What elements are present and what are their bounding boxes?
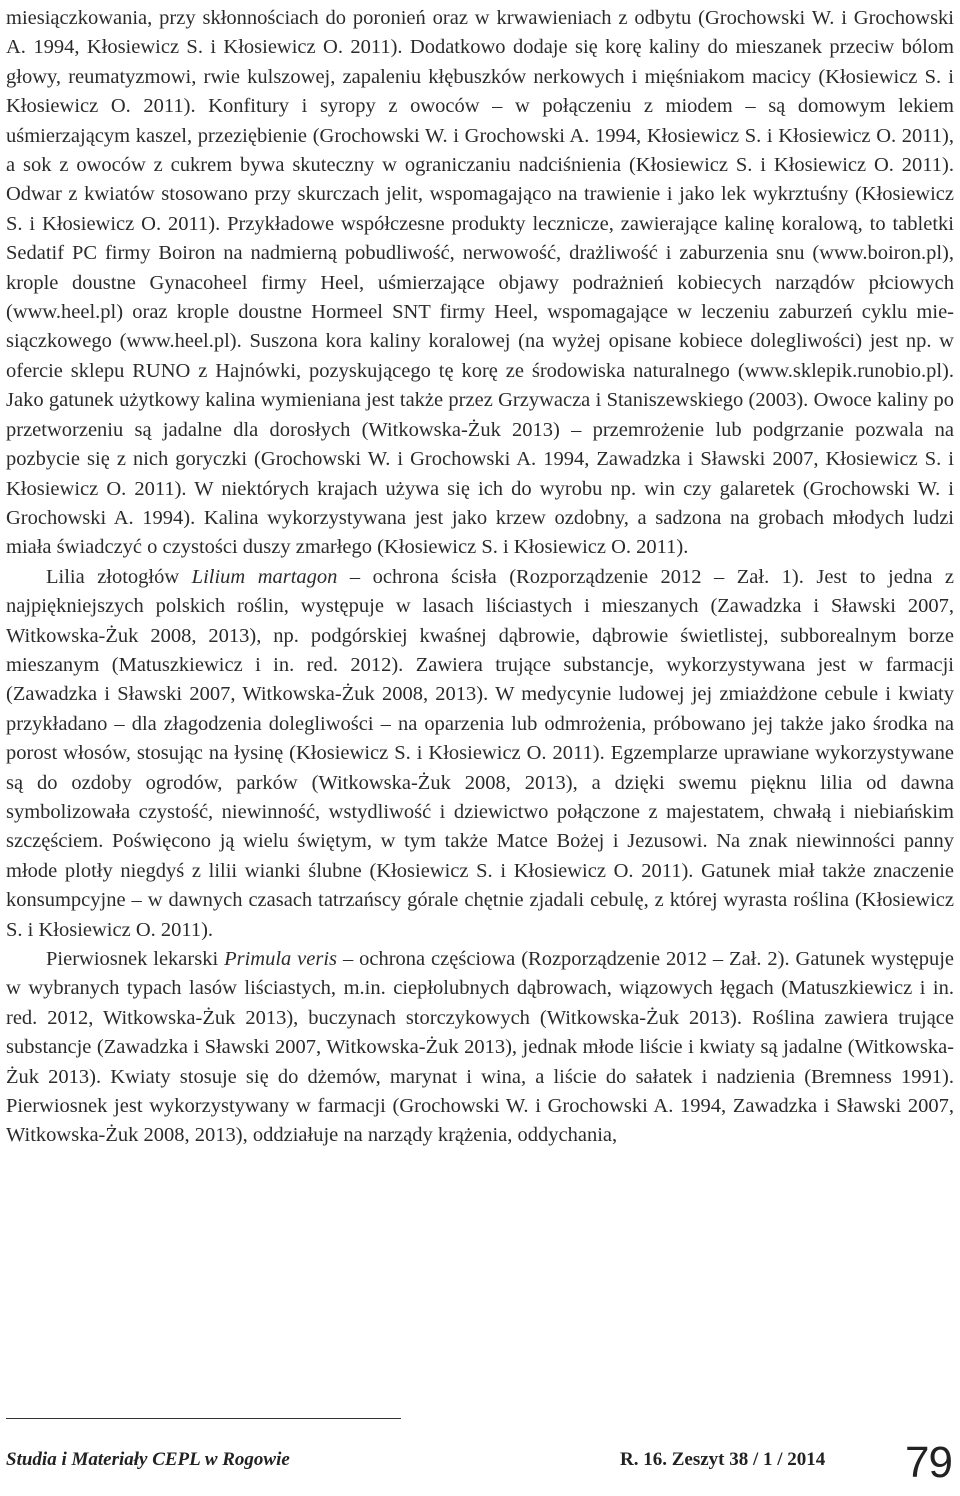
paragraph-kalina-continued xyxy=(6,4,954,563)
text-run: Pierwiosnek lekarski xyxy=(46,948,225,970)
issue-info: R. 16. Zeszyt 38 / 1 / 2014 xyxy=(620,1449,826,1470)
text-run: miesiączkowania, przy skłonnościach do poronień oraz w krwawieniach z odbytu (Grochowski W. i Grochowski A. 1994, Kłosiewicz S. i Kłosiewicz O. 2011). Dodatkowo dodaje się korę kaliny do mieszanek przeciw bólom głowy, reumatyzmowi, rwie kulszowej, zapaleniu kłębuszków nerkowych i mięśniakom macicy (Kłosiewicz S. i Kłosiewicz O. 2011). Konfitury i syropy z owoców – w połączeniu z miodem – są domowym lekiem uśmierzającym kaszel, przeziębienie (Grochowski W. i Grochowski A. 1994, Kłosiewicz S. i Kłosiewicz O. 2011), a sok z owoców z cukrem bywa skuteczny w ograniczaniu nadciśnienia (Kłosiewicz S. i Kłosiewicz O. 2011). Odwar z kwiatów stosowano przy skurczach jelit, wspomagająco na trawienie i jako lek wykrztuśny (Kłosiewicz S. i Kłosiewicz O. 2011). Przykładowe współczesne produkty lecznicze, zawierające kalinę koralową, to tabletki Sedatif PC firmy Boiron na nadmierną pobudliwość, nerwowość, drażliwość i zaburzenia snu (www.boiron.pl), krople doustne Gynacoheel firmy Heel, uśmierzające objawy podrażnień kobiecych narządów płciowych (www.heel.pl) oraz krople doustne Hormeel SNT firmy Heel, wspomagające w leczeniu zaburzeń cyklu miesiączkowego (www.heel.pl). Suszona kora kaliny koralowej (na wyżej opisane kobiece dolegliwości) jest np. w ofercie sklepu RUNO z Hajnówki, pozyskującego tę korę ze środowiska naturalnego (www.sklepik.runobio.pl). Jako gatunek użytkowy kalina wymieniana jest także przez Grzywacza i Staniszewskiego (2003). Owoce kaliny po przetworzeniu są jadalne dla dorosłych (Witkowska-Żuk 2013) – przemrożenie lub podgrzanie pozwala na pozbycie się z nich goryczki (Grochowski W. i Grochowski A. 1994, Zawadzka i Sławski 2007, Kłosiewicz S. i Kłosiewicz O. 2011). W niektórych krajach używa się ich do wyrobu np. win czy galaretek (Grochowski W. i Grochowski A. 1994). Kalina wykorzystywana jest jako krzew ozdobny, a sadzona na grobach młodych ludzi miała świadczyć o czystości duszy zmarłego (Kłosiewicz S. i Kłosiewicz O. 2011). xyxy=(6,7,954,559)
latin-name-primula-veris: Primula veris xyxy=(224,948,338,970)
text-run: – ochrona częściowa (Rozporządzenie 2012 – Zał. 2). Gatunek występuje w wybranych typach lasów liściastych, m.in. ciepłolubnych dąbrowach, wiązowych łęgach (Matuszkiewicz i in. red. 2012, Witkowska-Żuk 2013), buczynach storczykowych (Witkowska-Żuk 2013). Roślina zawiera trujące substancje (Zawadzka i Sławski 2007, Witkowska-Żuk 2013), jednak młode liście i kwiaty są jadalne (Witkowska-Żuk 2013). Kwiaty stosuje się do dżemów, marynat i wina, a liście do sałatek i nadzienia (Bremness 1991). Pierwiosnek jest wykorzystywany w farmacji (Grochowski W. i Grochowski A. 1994, Zawadzka i Sławski 2007, Witkowska-Żuk 2008, 2013), oddziałuje na narządy krążenia, oddychania, xyxy=(6,948,955,1147)
paragraph-pierwiosnek-lekarski xyxy=(6,945,954,1151)
page-number: 79 xyxy=(905,1438,952,1487)
paragraph-lilia-zlotoglow xyxy=(6,563,954,945)
article-body xyxy=(6,4,954,1151)
footer-divider xyxy=(6,1418,401,1419)
text-run: – ochrona ścisła (Rozporządzenie 2012 – Zał. 1). Jest to jedna z najpiękniejszych polskich roślin, występuje w lasach liściastych i mieszanych (Zawadzka i Sławski 2007, Witkowska-Żuk 2008, 2013), np. podgórskiej kwaśnej dąbrowie, dąbrowie świetlistej, subborealnym borze mieszanym (Matuszkiewicz i in. red. 2012). Zawiera trujące substancje, wykorzystywana jest w farmacji (Zawadzka i Sławski 2007, Witkowska-Żuk 2008, 2013). W medycynie ludowej jej zmiażdżone cebule i kwiaty przykładano – dla złagodzenia dolegliwości – na oparzenia lub odmrożenia, próbowano jej także jako środka na porost włosów, stosując na łysinę (Kłosiewicz S. i Kłosiewicz O. 2011). Egzemplarze uprawiane wykorzystywane są do ozdoby ogrodów, parków (Witkowska-Żuk 2008, 2013), a dzięki swemu pięknu lilia od dawna symbolizowała czystość, niewinność, wstydliwość i dziewictwo połączone z majestatem, chwałą i niebiańskim szczęściem. Poświęcono ją wielu świętym, w tym także Matce Bożej i Jezusowi. Na znak niewinności panny młode plotły niegdyś z lilii wianki ślubne (Kłosiewicz S. i Kłosiewicz O. 2011). Gatunek miał także znaczenie konsumpcyjne – w dawnych czasach tatrzańscy górale chętnie zjadali cebulę, z której wyrasta roślina (Kłosiewicz S. i Kłosiewicz O. 2011). xyxy=(6,565,955,941)
latin-name-lilium-martagon: Lilium martagon xyxy=(191,565,338,588)
journal-title: Studia i Materiały CEPL w Rogowie xyxy=(6,1449,290,1470)
text-run: Lilia złotogłów xyxy=(46,565,192,588)
